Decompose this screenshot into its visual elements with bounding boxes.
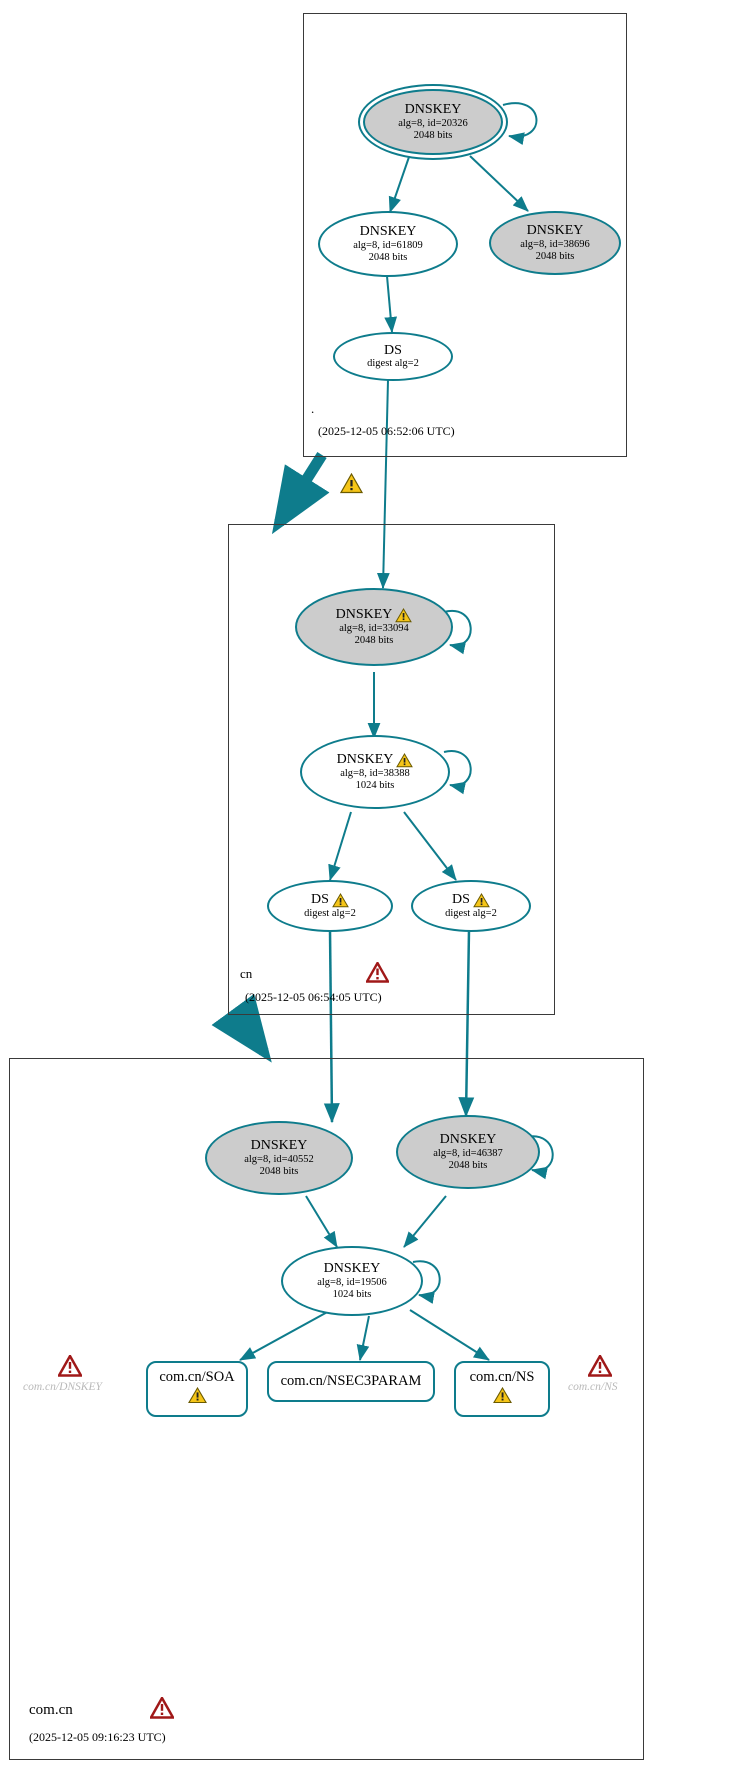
node-digestinfo: digest alg=2: [445, 907, 497, 919]
node-title: [337, 752, 414, 768]
node-keysize: 2048 bits: [354, 634, 394, 646]
node-cn-ds-left[interactable]: [267, 880, 393, 932]
zone-timestamp-comcn: (2025-12-05 09:16:23 UTC): [29, 1730, 166, 1744]
rrset-label: com.cn/SOA: [159, 1368, 235, 1385]
node-cn-ksk-33094[interactable]: [295, 588, 453, 666]
node-title: DNSKEY: [439, 1132, 497, 1148]
ghost-com-cn-dnskey-error-icon: [58, 1355, 82, 1377]
node-digestinfo: digest alg=2: [304, 907, 356, 919]
node-title-text: DS: [311, 892, 329, 908]
zone-timestamp-root: (2025-12-05 06:52:06 UTC): [318, 424, 455, 438]
ghost-com-cn-ns-label: com.cn/NS: [568, 1381, 618, 1393]
rrset-label: com.cn/NS: [469, 1368, 535, 1385]
node-root-key-38696[interactable]: [489, 211, 621, 275]
zone-cn-error-icon: [366, 962, 389, 983]
zone-timestamp-cn: (2025-12-05 06:54:05 UTC): [245, 990, 382, 1004]
node-keysize: 2048 bits: [448, 1159, 488, 1171]
node-keysize: 1024 bits: [332, 1288, 372, 1300]
node-warning-icon: [332, 893, 349, 908]
node-title: DNSKEY: [250, 1138, 308, 1154]
rrset-warning-icon: [188, 1387, 207, 1409]
node-keysize: 2048 bits: [413, 129, 453, 141]
node-keysize: 1024 bits: [355, 779, 395, 791]
node-comcn-zsk-19506[interactable]: [281, 1246, 423, 1316]
node-digestinfo: digest alg=2: [367, 358, 419, 370]
node-cn-ds-right[interactable]: [411, 880, 531, 932]
node-keyinfo: alg=8, id=38696: [520, 239, 590, 251]
zone-label-cn: cn: [240, 966, 253, 981]
node-root-ds[interactable]: [333, 332, 453, 381]
rrset-warning-icon: [493, 1387, 512, 1409]
node-keyinfo: alg=8, id=46387: [433, 1148, 503, 1160]
node-keysize: 2048 bits: [535, 250, 575, 262]
node-keyinfo: alg=8, id=61809: [353, 240, 423, 252]
node-title: DNSKEY: [404, 102, 462, 118]
node-keyinfo: alg=8, id=38388: [340, 768, 410, 780]
node-comcn-ksk-46387[interactable]: [396, 1115, 540, 1189]
node-comcn-ksk-40552[interactable]: [205, 1121, 353, 1195]
node-title: [336, 607, 413, 623]
node-warning-icon: [396, 753, 413, 768]
node-keyinfo: alg=8, id=19506: [317, 1277, 387, 1289]
node-cn-zsk-38388[interactable]: [300, 735, 450, 809]
node-keysize: 2048 bits: [368, 251, 408, 263]
node-warning-icon: [473, 893, 490, 908]
ghost-com-cn-ns-error-icon: [588, 1355, 612, 1377]
node-keyinfo: alg=8, id=33094: [339, 623, 409, 635]
node-root-ksk-20326[interactable]: [363, 89, 503, 155]
node-keyinfo: alg=8, id=20326: [398, 118, 468, 130]
node-title: [452, 892, 490, 908]
delegation-root-to-cn-warning-icon: [340, 473, 363, 494]
zone-label-root: .: [311, 401, 315, 416]
node-warning-icon: [395, 608, 412, 623]
rrset-com-cn-nsec3param[interactable]: [267, 1361, 435, 1402]
node-root-zsk-61809[interactable]: [318, 211, 458, 277]
rrset-label: com.cn/NSEC3PARAM: [280, 1373, 422, 1390]
rrset-com-cn-ns[interactable]: [454, 1361, 550, 1417]
node-keysize: 2048 bits: [259, 1165, 299, 1177]
node-title: DS: [384, 342, 402, 358]
node-title: DNSKEY: [359, 224, 417, 240]
zone-label-comcn: com.cn: [29, 1702, 73, 1718]
node-title-text: DS: [452, 892, 470, 908]
node-keyinfo: alg=8, id=40552: [244, 1154, 314, 1166]
node-title: DNSKEY: [323, 1261, 381, 1277]
zone-comcn-error-icon: [150, 1697, 174, 1719]
node-title: [311, 892, 349, 908]
node-title-text: DNSKEY: [335, 607, 393, 623]
node-title-text: DNSKEY: [336, 752, 394, 768]
node-title: DNSKEY: [526, 223, 584, 239]
rrset-com-cn-soa[interactable]: [146, 1361, 248, 1417]
ghost-com-cn-dnskey-label: com.cn/DNSKEY: [23, 1381, 102, 1393]
